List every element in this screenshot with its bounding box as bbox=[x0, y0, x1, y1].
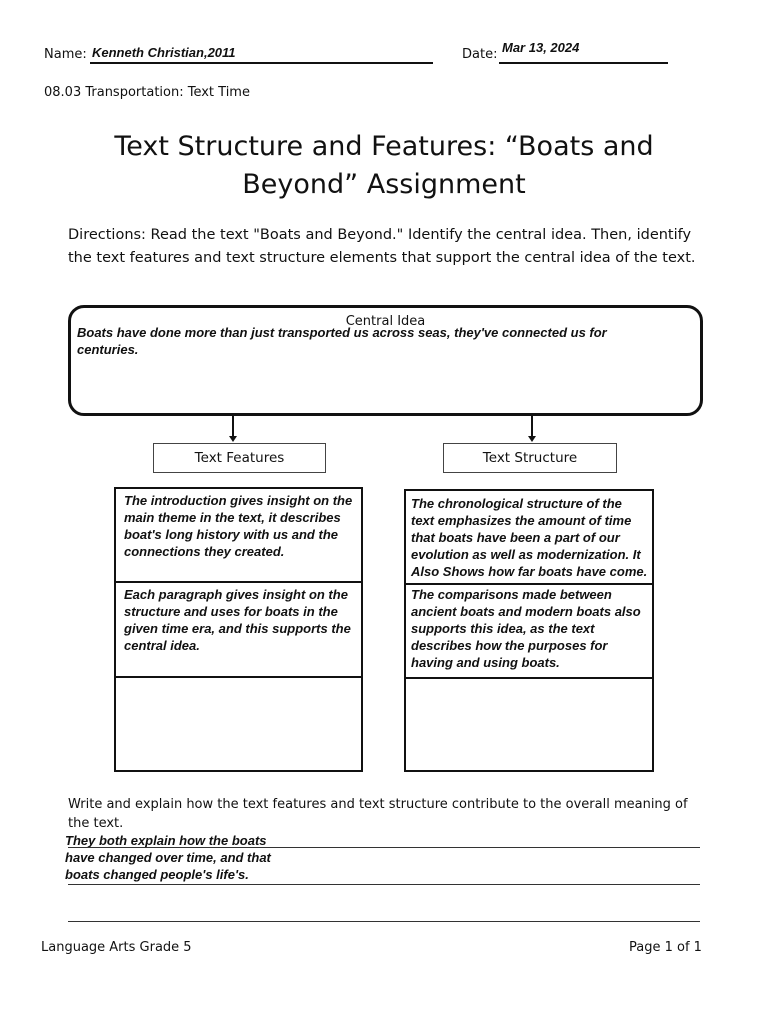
answer-rule bbox=[68, 884, 700, 885]
text-features-cell-2[interactable]: Each paragraph gives insight on the structure and uses for boats in the given time era, and this supports the central idea. bbox=[114, 581, 363, 678]
central-idea-box[interactable] bbox=[68, 305, 703, 416]
name-underline bbox=[90, 62, 433, 64]
name-field[interactable]: Kenneth Christian,2011 bbox=[92, 45, 236, 60]
text-structure-cell-2[interactable]: The comparisons made between ancient boats and modern boats also supports this idea, as the text describes how the purposes for having and using boats. bbox=[404, 583, 654, 679]
answer-line: They both explain how the boats bbox=[65, 833, 267, 848]
answer-rule bbox=[68, 921, 700, 922]
arrow-down-icon bbox=[229, 436, 237, 442]
text-features-cell-1[interactable]: The introduction gives insight on the main theme in the text, it describes boat's long history with us and the connections they created. bbox=[114, 487, 363, 583]
text-structure-cell-1[interactable]: The chronological structure of the text emphasizes the amount of time that boats have been a part of our evolution as well as modernization. It Also Shows how far boats have come. bbox=[404, 489, 654, 585]
connector-right bbox=[531, 416, 533, 436]
date-underline bbox=[499, 62, 668, 64]
arrow-down-icon bbox=[528, 436, 536, 442]
text-features-heading: Text Features bbox=[153, 443, 326, 473]
course-label: 08.03 Transportation: Text Time bbox=[44, 85, 250, 100]
text-structure-heading: Text Structure bbox=[443, 443, 617, 473]
question-prompt: Write and explain how the text features and text structure contribute to the overall meaning of the text. bbox=[68, 797, 688, 831]
central-idea-answer[interactable]: Boats have done more than just transported us across seas, they've connected us for centuries. bbox=[77, 325, 607, 357]
title-line-2: Beyond” Assignment bbox=[242, 169, 526, 200]
date-label: Date: bbox=[462, 47, 498, 62]
footer-course: Language Arts Grade 5 bbox=[41, 940, 192, 955]
question-answer[interactable] bbox=[65, 832, 271, 883]
text-structure-cell-3[interactable] bbox=[404, 677, 654, 772]
central-idea-label: Central Idea bbox=[345, 314, 426, 329]
title-line-1: Text Structure and Features: “Boats and bbox=[114, 131, 654, 162]
date-field[interactable]: Mar 13, 2024 bbox=[502, 40, 580, 55]
answer-line: have changed over time, and that bbox=[65, 850, 271, 865]
answer-rule bbox=[68, 847, 700, 848]
connector-left bbox=[232, 416, 234, 436]
answer-line: boats changed people's life's. bbox=[65, 867, 249, 882]
name-label: Name: bbox=[44, 47, 87, 62]
text-features-cell-3[interactable] bbox=[114, 676, 363, 772]
footer-page-number: Page 1 of 1 bbox=[629, 940, 702, 955]
page-title bbox=[60, 128, 708, 204]
directions-text: Directions: Read the text "Boats and Beyond." Identify the central idea. Then, identify the text features and text structure elements that support the central idea of the text. bbox=[68, 227, 696, 266]
